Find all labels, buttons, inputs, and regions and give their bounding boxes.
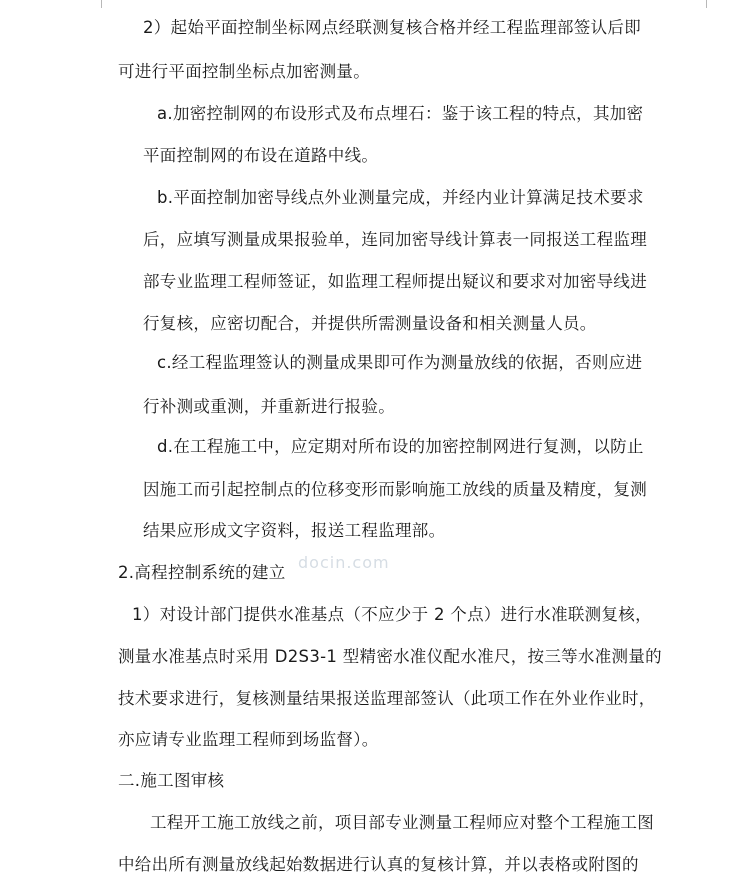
paragraph-line: 可进行平面控制坐标点加密测量。 [118,62,370,81]
paragraph-line: 1）对设计部门提供水准基点（不应少于 2 个点）进行水准联测复核， [132,605,652,624]
paragraph-line: 2）起始平面控制坐标网点经联测复核合格并经工程监理部签认后即 [143,18,641,37]
paragraph-line: d.在工程施工中，应定期对所布设的加密控制网进行复测，以防止 [157,437,644,456]
paragraph-line: 工程开工施工放线之前，项目部专业测量工程师应对整个工程施工图 [150,813,654,832]
paragraph-line: 亦应请专业监理工程师到场监督）。 [118,730,379,749]
paragraph-line: 中给出所有测量放线起始数据进行认真的复核计算，并以表格或附图的 [118,855,639,874]
margin-corner-mark-right [706,0,707,8]
paragraph-line: 行补测或重测，并重新进行报验。 [143,397,395,416]
paragraph-line: b.平面控制加密导线点外业测量完成，并经内业计算满足技术要求 [157,188,644,207]
paragraph-line: 测量水准基点时采用 D2S3-1 型精密水准仪配水准尺，按三等水准测量的 [118,647,662,666]
paragraph-line: 行复核，应密切配合，并提供所需测量设备和相关测量人员。 [143,314,597,333]
margin-corner-mark-left [101,0,102,8]
paragraph-line: 结果应形成文字资料，报送工程监理部。 [143,521,446,540]
paragraph-line: 部专业监理工程师签证，如监理工程师提出疑议和要求对加密导线进 [143,272,647,291]
section-heading: 二.施工图审核 [118,771,225,790]
paragraph-line: 平面控制网的布设在道路中线。 [143,146,379,165]
paragraph-line: 后，应填写测量成果报验单，连同加密导线计算表一同报送工程监理 [143,230,647,249]
watermark: docin.com [298,553,390,572]
paragraph-line: 因施工而引起控制点的位移变形而影响施工放线的质量及精度，复测 [143,480,647,499]
paragraph-line: a.加密控制网的布设形式及布点埋石：鉴于该工程的特点，其加密 [157,104,644,123]
section-heading: 2.高程控制系统的建立 [118,563,286,582]
paragraph-line: 技术要求进行，复核测量结果报送监理部签认（此项工作在外业作业时， [118,689,656,708]
paragraph-line: c.经工程监理签认的测量成果即可作为测量放线的依据，否则应进 [157,353,643,372]
